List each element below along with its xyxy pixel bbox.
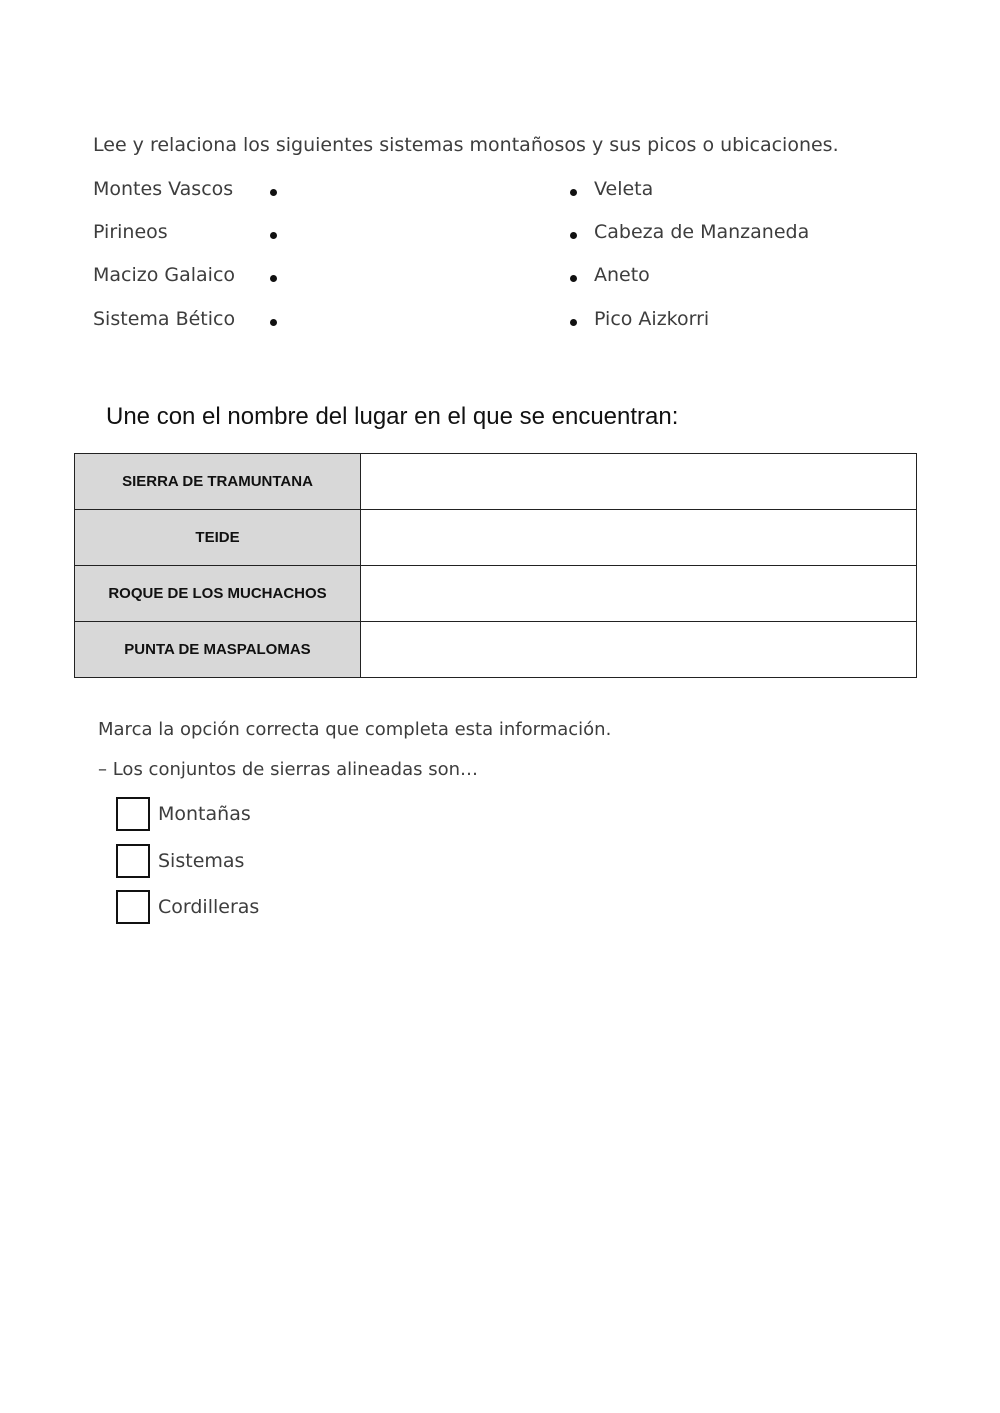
right-bullet-4[interactable] bbox=[570, 319, 577, 326]
table-row bbox=[75, 454, 917, 510]
choice-instruction: Marca la opción correcta que completa esta información. bbox=[98, 719, 612, 740]
right-item-cabeza-de-manzaneda: Cabeza de Manzaneda bbox=[594, 221, 810, 243]
right-bullet-3[interactable] bbox=[570, 275, 577, 282]
table-row bbox=[75, 510, 917, 566]
row-label: ROQUE DE LOS MUCHACHOS bbox=[75, 566, 361, 622]
table-row bbox=[75, 566, 917, 622]
left-item-montes-vascos: Montes Vascos bbox=[93, 178, 234, 200]
left-item-sistema-betico: Sistema Bético bbox=[93, 308, 236, 330]
answer-cell[interactable] bbox=[361, 510, 917, 566]
row-label: TEIDE bbox=[75, 510, 361, 566]
left-bullet-3[interactable] bbox=[270, 275, 277, 282]
checkbox-cordilleras[interactable] bbox=[116, 890, 150, 924]
left-item-macizo-galaico: Macizo Galaico bbox=[93, 264, 236, 286]
answer-cell[interactable] bbox=[361, 454, 917, 510]
table-row bbox=[75, 622, 917, 678]
option-label-sistemas: Sistemas bbox=[158, 850, 245, 872]
option-label-montanas: Montañas bbox=[158, 803, 251, 825]
places-table bbox=[74, 453, 917, 678]
right-item-pico-aizkorri: Pico Aizkorri bbox=[594, 308, 710, 330]
right-bullet-2[interactable] bbox=[570, 232, 577, 239]
left-bullet-1[interactable] bbox=[270, 189, 277, 196]
checkbox-sistemas[interactable] bbox=[116, 844, 150, 878]
right-bullet-1[interactable] bbox=[570, 189, 577, 196]
left-bullet-4[interactable] bbox=[270, 319, 277, 326]
left-item-pirineos: Pirineos bbox=[93, 221, 168, 243]
row-label: PUNTA DE MASPALOMAS bbox=[75, 622, 361, 678]
answer-cell[interactable] bbox=[361, 622, 917, 678]
right-item-aneto: Aneto bbox=[594, 264, 650, 286]
checkbox-montanas[interactable] bbox=[116, 797, 150, 831]
option-label-cordilleras: Cordilleras bbox=[158, 896, 260, 918]
choice-question: – Los conjuntos de sierras alineadas son… bbox=[98, 759, 479, 780]
answer-cell[interactable] bbox=[361, 566, 917, 622]
row-label: SIERRA DE TRAMUNTANA bbox=[75, 454, 361, 510]
right-item-veleta: Veleta bbox=[594, 178, 654, 200]
table-heading: Une con el nombre del lugar en el que se encuentran: bbox=[106, 403, 679, 430]
matching-instruction: Lee y relaciona los siguientes sistemas montañosos y sus picos o ubicaciones. bbox=[93, 134, 839, 156]
left-bullet-2[interactable] bbox=[270, 232, 277, 239]
